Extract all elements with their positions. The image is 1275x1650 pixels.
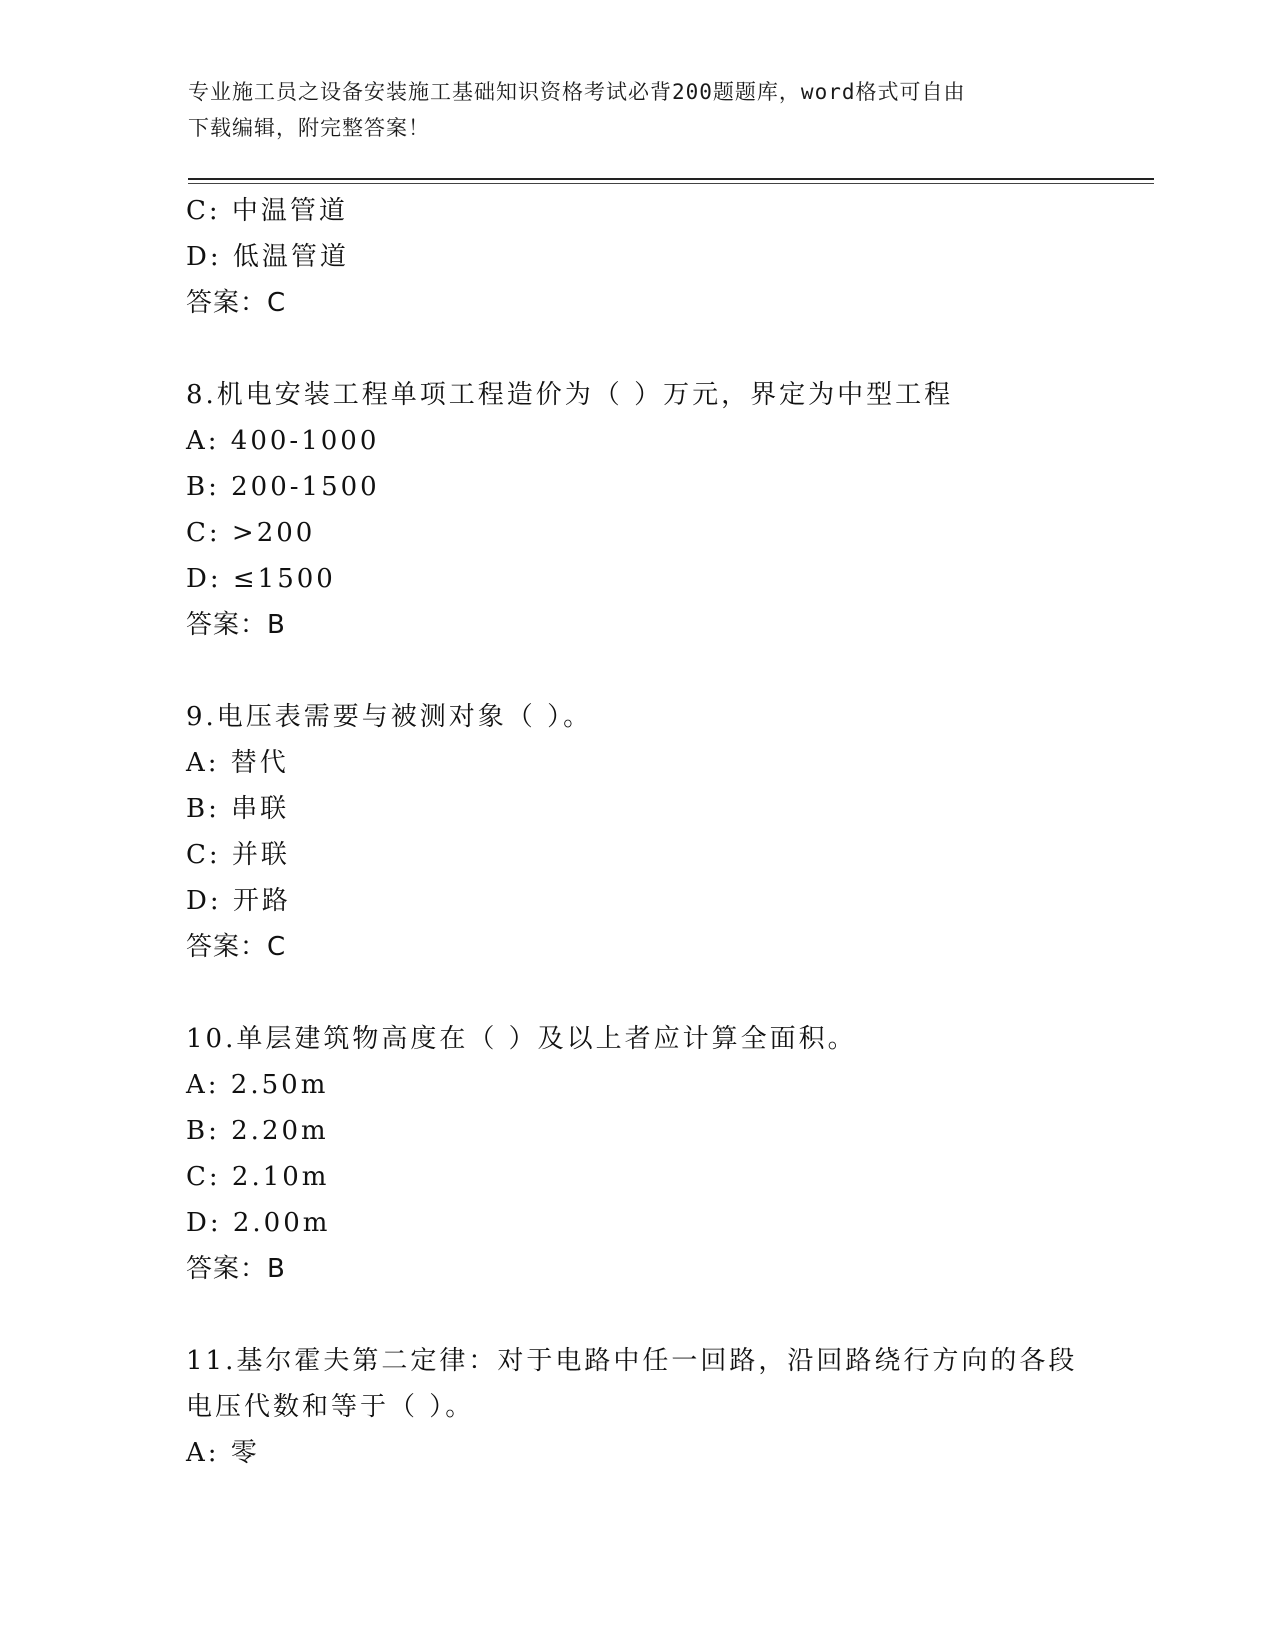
option-d: D: 开路 (186, 886, 291, 916)
option-a: A: 替代 (186, 748, 289, 778)
option-b: B: 200-1500 (186, 472, 380, 502)
answer: 答案：B (186, 610, 286, 640)
question-title: 8.机电安装工程单项工程造价为（ ）万元，界定为中型工程 (186, 380, 954, 410)
option-c: C: >200 (186, 518, 316, 548)
document-header (188, 74, 1068, 146)
option-a: A: 2.50m (186, 1070, 329, 1100)
option-a: A: 400-1000 (186, 426, 380, 456)
spacer (186, 648, 1086, 694)
answer: 答案：B (186, 1254, 286, 1284)
question-10 (186, 1016, 1086, 1292)
question-title-line-1: 11.基尔霍夫第二定律：对于电路中任一回路，沿回路绕行方向的各段 (186, 1346, 1078, 1376)
header-rule-thin (188, 183, 1154, 184)
option-d: D: 低温管道 (186, 242, 349, 272)
header-line-1: 专业施工员之设备安装施工基础知识资格考试必背200题题库，word格式可自由 (188, 80, 966, 104)
header-rule (188, 178, 1154, 180)
question-list (186, 188, 1086, 1476)
question-8 (186, 372, 1086, 648)
question-7-continued (186, 188, 1086, 326)
option-c: C: 中温管道 (186, 196, 348, 226)
question-9 (186, 694, 1086, 970)
option-d: D: 2.00m (186, 1208, 331, 1238)
spacer (186, 326, 1086, 372)
answer: 答案：C (186, 288, 287, 318)
option-c: C: 2.10m (186, 1162, 330, 1192)
header-line-2: 下载编辑，附完整答案！ (188, 116, 430, 140)
question-title: 9.电压表需要与被测对象（ ）。 (186, 702, 593, 732)
answer: 答案：C (186, 932, 287, 962)
option-b: B: 串联 (186, 794, 290, 824)
option-d: D: ≤1500 (186, 564, 336, 594)
option-c: C: 并联 (186, 840, 290, 870)
option-b: B: 2.20m (186, 1116, 329, 1146)
question-11 (186, 1338, 1086, 1476)
question-title: 10.单层建筑物高度在（ ）及以上者应计算全面积。 (186, 1024, 857, 1054)
spacer (186, 1292, 1086, 1338)
question-title-line-2: 电压代数和等于（ ）。 (186, 1392, 475, 1422)
spacer (186, 970, 1086, 1016)
option-a: A: 零 (186, 1438, 260, 1468)
